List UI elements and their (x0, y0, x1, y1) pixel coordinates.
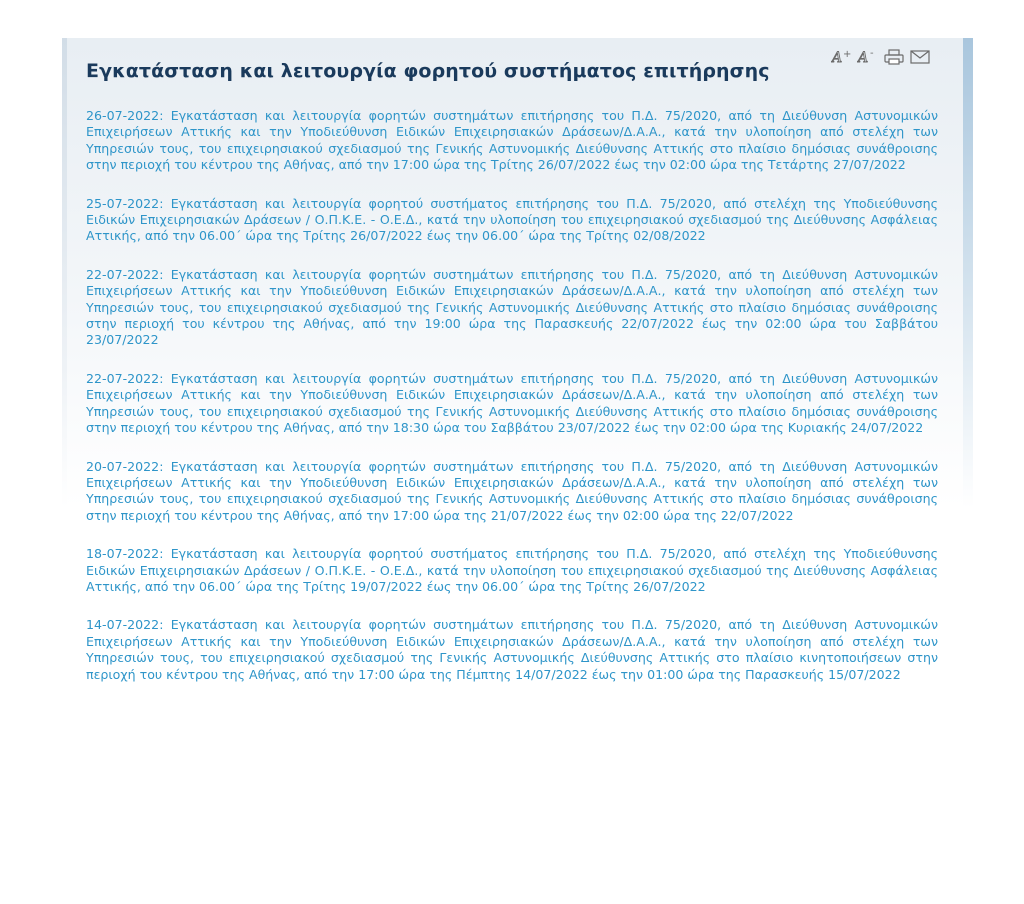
announcement-item[interactable]: 22-07-2022: Εγκατάσταση και λειτουργία φορητών συστημάτων επιτήρησης του Π.Δ. 75/2020, από τη Διεύθυνση Αστυνομικών Επιχειρήσεων Αττικής και την Υποδιεύθυνση Ειδικών Επιχειρησιακών Δράσεων/Δ.Α.Α., κατά την υλοποίηση από στελέχη των Υπηρεσιών τους, του επιχειρησιακού σχεδιασμού της Γενικής Αστυνομικής Διεύθυνσης Αττικής στο πλαίσιο δημόσιας συνάθροισης στην περιοχή του κέντρου της Αθήνας, από την 19:00 ώρα της Παρασκευής 22/07/2022 έως την 02:00 ώρα του Σαββάτου 23/07/2022 (86, 266, 938, 348)
announcement-item[interactable]: 20-07-2022: Εγκατάσταση και λειτουργία φορητών συστημάτων επιτήρησης του Π.Δ. 75/2020, από τη Διεύθυνση Αστυνομικών Επιχειρήσεων Αττικής και την Υποδιεύθυνση Ειδικών Επιχειρησιακών Δράσεων/Δ.Α.Α., κατά την υλοποίηση από στελέχη των Υπηρεσιών τους, του επιχειρησιακού σχεδιασμού της Γενικής Αστυνομικής Διεύθυνσης Αττικής στο πλαίσιο δημόσιας συνάθροισης στην περιοχή του κέντρου της Αθήνας, από την 17:00 ώρα της 21/07/2022 έως την 02:00 ώρα της 22/07/2022 (86, 458, 938, 523)
announcement-item[interactable]: 18-07-2022: Εγκατάσταση και λειτουργία φορητού συστήματος επιτήρησης του Π.Δ. 75/2020, από στελέχη της Υποδιεύθυνσης Ειδικών Επιχειρησιακών Δράσεων / Ο.Π.Κ.Ε. - Ο.Ε.Δ., κατά την υλοποίηση του επιχειρησιακού σχεδιασμού της Διεύθυνσης Ασφάλειας Αττικής, από την 06.00΄ ώρα της Τρίτης 19/07/2022 έως την 06.00΄ ώρα της Τρίτης 26/07/2022 (86, 546, 938, 594)
panel-right-border (963, 38, 973, 508)
svg-text:A: A (832, 50, 843, 66)
announcement-item[interactable]: 25-07-2022: Εγκατάσταση και λειτουργία φορητού συστήματος επιτήρησης του Π.Δ. 75/2020, από στελέχη της Υποδιεύθυνσης Ειδικών Επιχειρησιακών Δράσεων / Ο.Π.Κ.Ε. - Ο.Ε.Δ., κατά την υλοποίηση του επιχειρησιακού σχεδιασμού της Διεύθυνσης Ασφάλειας Αττικής, από την 06.00΄ ώρα της Τρίτης 26/07/2022 έως την 06.00΄ ώρα της Τρίτης 02/08/2022 (86, 195, 938, 244)
announcement-item[interactable]: 14-07-2022: Εγκατάσταση και λειτουργία φορητών συστημάτων επιτήρησης του Π.Δ. 75/2020, από τη Διεύθυνση Αστυνομικών Επιχειρήσεων Αττικής και την Υποδιεύθυνση Ειδικών Επιχειρησιακών Δράσεων/Δ.Α.Α., κατά την υλοποίηση από στελέχη των Υπηρεσιών τους, του επιχειρησιακού σχεδιασμού της Γενικής Αστυνομικής Διεύθυνσης Αττικής στο πλαίσιο κινητοποιήσεων στην περιοχή του κέντρου της Αθήνας, από την 17:00 ώρα της Πέμπτης 14/07/2022 έως την 01:00 ώρα της Παρασκευής 15/07/2022 (86, 617, 938, 682)
panel-left-border (62, 38, 67, 508)
announcement-item[interactable]: 22-07-2022: Εγκατάσταση και λειτουργία φορητών συστημάτων επιτήρησης του Π.Δ. 75/2020, από τη Διεύθυνση Αστυνομικών Επιχειρήσεων Αττικής και την Υποδιεύθυνση Ειδικών Επιχειρησιακών Δράσεων/Δ.Α.Α., κατά την υλοποίηση από στελέχη των Υπηρεσιών τους, του επιχειρησιακού σχεδιασμού της Γενικής Αστυνομικής Διεύθυνσης Αττικής στο πλαίσιο δημόσιας συνάθροισης στην περιοχή του κέντρου της Αθήνας, από την 18:30 ώρα του Σαββάτου 23/07/2022 έως την 02:00 ώρα της Κυριακής 24/07/2022 (86, 370, 938, 436)
announcement-item[interactable]: 26-07-2022: Εγκατάσταση και λειτουργία φορητών συστημάτων επιτήρησης του Π.Δ. 75/2020, από τη Διεύθυνση Αστυνομικών Επιχειρήσεων Αττικής και την Υποδιεύθυνση Ειδικών Επιχειρησιακών Δράσεων/Δ.Α.Α., κατά την υλοποίηση από στελέχη των Υπηρεσιών τους, του επιχειρησιακού σχεδιασμού της Γενικής Αστυνομικής Διεύθυνσης Αττικής στο πλαίσιο δημόσιας συνάθροισης στην περιοχή του κέντρου της Αθήνας, από την 17:00 ώρα της Τρίτης 26/07/2022 έως την 02:00 ώρα της Τετάρτης 27/07/2022 (86, 108, 938, 173)
announcement-list (86, 108, 938, 683)
page-title: Εγκατάσταση και λειτουργία φορητού συστήματος επιτήρησης (86, 60, 770, 82)
article-content (86, 52, 938, 705)
svg-text:+: + (843, 49, 852, 60)
svg-text:A: A (858, 50, 869, 66)
svg-text:-: - (870, 48, 874, 59)
